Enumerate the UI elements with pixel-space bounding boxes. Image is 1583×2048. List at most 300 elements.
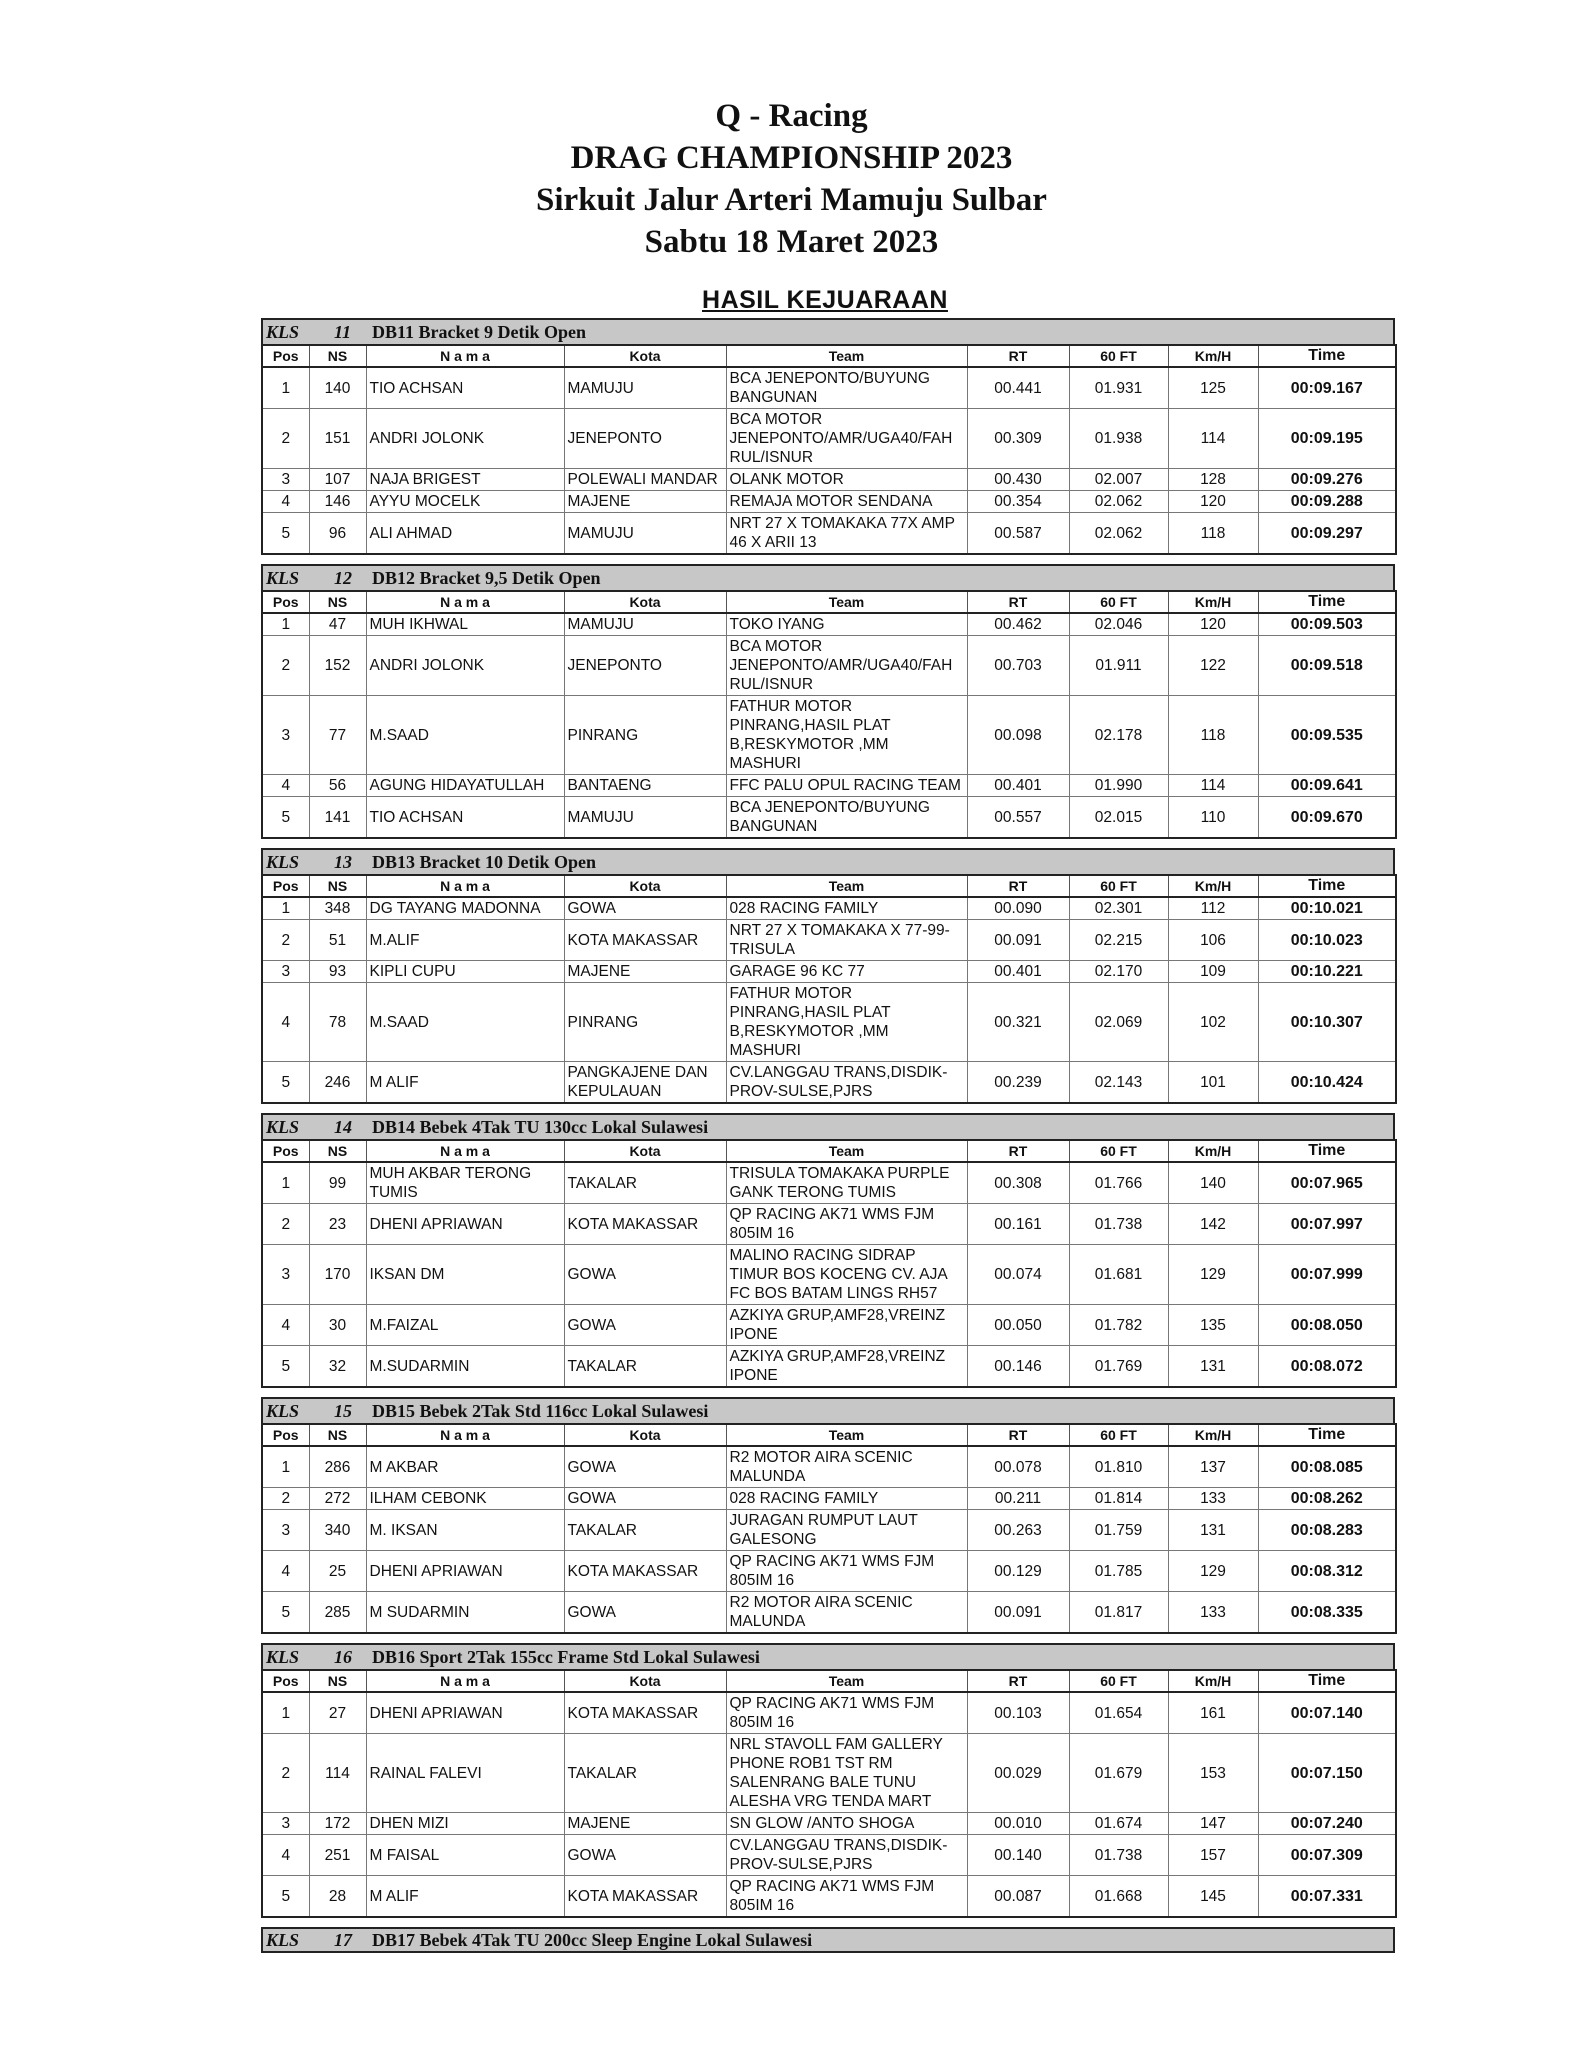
- team-cell: MALINO RACING SIDRAP TIMUR BOS KOCENG CV. AJA FC BOS BATAM LINGS RH57: [726, 1245, 967, 1305]
- ns-cell: 78: [309, 983, 366, 1062]
- time-cell: 00:09.518: [1258, 636, 1396, 696]
- class-label: KLS: [266, 1929, 300, 1950]
- ns-cell: 170: [309, 1245, 366, 1305]
- table-row: [262, 1204, 1396, 1245]
- table-header-row: [262, 345, 1396, 367]
- col-ns-header: NS: [309, 345, 366, 367]
- time-cell: 00:10.307: [1258, 983, 1396, 1062]
- col-60ft-header: 60 FT: [1069, 345, 1168, 367]
- table-row: [262, 1446, 1396, 1488]
- col-ns-header: NS: [309, 1140, 366, 1162]
- col-ns-header: NS: [309, 875, 366, 897]
- class-header-bar: [261, 1927, 1395, 1953]
- col-time-header: Time: [1258, 1140, 1396, 1162]
- rt-cell: 00.401: [967, 961, 1069, 983]
- team-cell: QP RACING AK71 WMS FJM 805IM 16: [726, 1551, 967, 1592]
- rt-cell: 00.211: [967, 1488, 1069, 1510]
- col-pos-header: Pos: [262, 591, 309, 613]
- kmh-cell: 128: [1168, 469, 1258, 491]
- table-row: [262, 897, 1396, 920]
- time-cell: 00:08.085: [1258, 1446, 1396, 1488]
- pos-cell: 4: [262, 775, 309, 797]
- ft60-cell: 01.911: [1069, 636, 1168, 696]
- pos-cell: 1: [262, 1446, 309, 1488]
- col-60ft-header: 60 FT: [1069, 591, 1168, 613]
- col-pos-header: Pos: [262, 345, 309, 367]
- class-header-bar: [261, 848, 1395, 874]
- team-cell: BCA MOTOR JENEPONTO/AMR/UGA40/FAH RUL/ISNUR: [726, 409, 967, 469]
- kota-cell: TAKALAR: [564, 1510, 726, 1551]
- rt-cell: 00.401: [967, 775, 1069, 797]
- pos-cell: 2: [262, 920, 309, 961]
- team-cell: QP RACING AK71 WMS FJM 805IM 16: [726, 1204, 967, 1245]
- team-cell: OLANK MOTOR: [726, 469, 967, 491]
- nama-cell: ILHAM CEBONK: [366, 1488, 564, 1510]
- time-cell: 00:08.283: [1258, 1510, 1396, 1551]
- team-cell: 028 RACING FAMILY: [726, 897, 967, 920]
- time-cell: 00:09.535: [1258, 696, 1396, 775]
- kmh-cell: 125: [1168, 367, 1258, 409]
- rt-cell: 00.087: [967, 1876, 1069, 1918]
- kmh-cell: 137: [1168, 1446, 1258, 1488]
- ft60-cell: 01.681: [1069, 1245, 1168, 1305]
- class-number: 13: [334, 851, 352, 872]
- col-team-header: Team: [726, 875, 967, 897]
- table-row: [262, 469, 1396, 491]
- ft60-cell: 02.046: [1069, 613, 1168, 636]
- kota-cell: KOTA MAKASSAR: [564, 1692, 726, 1734]
- kmh-cell: 133: [1168, 1488, 1258, 1510]
- ft60-cell: 02.069: [1069, 983, 1168, 1062]
- rt-cell: 00.462: [967, 613, 1069, 636]
- kmh-cell: 114: [1168, 409, 1258, 469]
- team-cell: BCA JENEPONTO/BUYUNG BANGUNAN: [726, 367, 967, 409]
- rt-cell: 00.098: [967, 696, 1069, 775]
- pos-cell: 4: [262, 1551, 309, 1592]
- kmh-cell: 145: [1168, 1876, 1258, 1918]
- col-nama-header: N a m a: [366, 875, 564, 897]
- kota-cell: GOWA: [564, 1305, 726, 1346]
- kmh-cell: 101: [1168, 1062, 1258, 1104]
- ns-cell: 27: [309, 1692, 366, 1734]
- team-cell: NRT 27 X TOMAKAKA X 77-99-TRISULA: [726, 920, 967, 961]
- rt-cell: 00.263: [967, 1510, 1069, 1551]
- team-cell: R2 MOTOR AIRA SCENIC MALUNDA: [726, 1446, 967, 1488]
- table-row: [262, 1510, 1396, 1551]
- results-table: [261, 344, 1397, 555]
- kota-cell: GOWA: [564, 1446, 726, 1488]
- ft60-cell: 01.738: [1069, 1204, 1168, 1245]
- nama-cell: M SUDARMIN: [366, 1592, 564, 1634]
- pos-cell: 4: [262, 1835, 309, 1876]
- rt-cell: 00.161: [967, 1204, 1069, 1245]
- ns-cell: 23: [309, 1204, 366, 1245]
- pos-cell: 1: [262, 1692, 309, 1734]
- kmh-cell: 109: [1168, 961, 1258, 983]
- col-nama-header: N a m a: [366, 345, 564, 367]
- nama-cell: TIO ACHSAN: [366, 797, 564, 839]
- ns-cell: 32: [309, 1346, 366, 1388]
- kmh-cell: 110: [1168, 797, 1258, 839]
- ns-cell: 51: [309, 920, 366, 961]
- table-row: [262, 797, 1396, 839]
- col-rt-header: RT: [967, 591, 1069, 613]
- ns-cell: 28: [309, 1876, 366, 1918]
- col-kmh-header: Km/H: [1168, 875, 1258, 897]
- ns-cell: 348: [309, 897, 366, 920]
- kmh-cell: 135: [1168, 1305, 1258, 1346]
- time-cell: 00:08.050: [1258, 1305, 1396, 1346]
- ns-cell: 93: [309, 961, 366, 983]
- nama-cell: RAINAL FALEVI: [366, 1734, 564, 1813]
- ns-cell: 286: [309, 1446, 366, 1488]
- ns-cell: 141: [309, 797, 366, 839]
- nama-cell: IKSAN DM: [366, 1245, 564, 1305]
- pos-cell: 3: [262, 1813, 309, 1835]
- nama-cell: AYYU MOCELK: [366, 491, 564, 513]
- ns-cell: 107: [309, 469, 366, 491]
- col-rt-header: RT: [967, 1424, 1069, 1446]
- rt-cell: 00.354: [967, 491, 1069, 513]
- table-row: [262, 961, 1396, 983]
- class-title: DB12 Bracket 9,5 Detik Open: [372, 567, 601, 588]
- class-title: DB14 Bebek 4Tak TU 130cc Lokal Sulawesi: [372, 1116, 709, 1137]
- time-cell: 00:07.965: [1258, 1162, 1396, 1204]
- col-rt-header: RT: [967, 875, 1069, 897]
- results-table: [261, 1669, 1397, 1918]
- kmh-cell: 120: [1168, 491, 1258, 513]
- time-cell: 00:09.195: [1258, 409, 1396, 469]
- team-cell: NRT 27 X TOMAKAKA 77X AMP 46 X ARII 13: [726, 513, 967, 555]
- rt-cell: 00.239: [967, 1062, 1069, 1104]
- col-ns-header: NS: [309, 1424, 366, 1446]
- col-pos-header: Pos: [262, 1140, 309, 1162]
- ns-cell: 172: [309, 1813, 366, 1835]
- pos-cell: 1: [262, 613, 309, 636]
- table-row: [262, 1488, 1396, 1510]
- ns-cell: 140: [309, 367, 366, 409]
- ft60-cell: 02.143: [1069, 1062, 1168, 1104]
- table-row: [262, 491, 1396, 513]
- results-table: [261, 874, 1397, 1104]
- col-team-header: Team: [726, 1140, 967, 1162]
- results-section: [261, 1927, 1395, 1953]
- table-header-row: [262, 591, 1396, 613]
- rt-cell: 00.321: [967, 983, 1069, 1062]
- class-number: 12: [334, 567, 352, 588]
- ft60-cell: 01.782: [1069, 1305, 1168, 1346]
- table-row: [262, 1305, 1396, 1346]
- kmh-cell: 140: [1168, 1162, 1258, 1204]
- time-cell: 00:07.240: [1258, 1813, 1396, 1835]
- kmh-cell: 122: [1168, 636, 1258, 696]
- nama-cell: M.SUDARMIN: [366, 1346, 564, 1388]
- kota-cell: KOTA MAKASSAR: [564, 920, 726, 961]
- time-cell: 00:09.276: [1258, 469, 1396, 491]
- col-kmh-header: Km/H: [1168, 1670, 1258, 1692]
- table-row: [262, 920, 1396, 961]
- time-cell: 00:07.997: [1258, 1204, 1396, 1245]
- team-cell: TOKO IYANG: [726, 613, 967, 636]
- col-time-header: Time: [1258, 591, 1396, 613]
- col-nama-header: N a m a: [366, 1140, 564, 1162]
- col-60ft-header: 60 FT: [1069, 1140, 1168, 1162]
- ft60-cell: 01.938: [1069, 409, 1168, 469]
- kota-cell: TAKALAR: [564, 1734, 726, 1813]
- team-cell: GARAGE 96 KC 77: [726, 961, 967, 983]
- kota-cell: GOWA: [564, 1592, 726, 1634]
- ns-cell: 340: [309, 1510, 366, 1551]
- table-row: [262, 1835, 1396, 1876]
- table-row: [262, 367, 1396, 409]
- class-label: KLS: [266, 567, 300, 588]
- ns-cell: 47: [309, 613, 366, 636]
- kota-cell: MAJENE: [564, 961, 726, 983]
- time-cell: 00:07.140: [1258, 1692, 1396, 1734]
- ns-cell: 30: [309, 1305, 366, 1346]
- ft60-cell: 01.769: [1069, 1346, 1168, 1388]
- nama-cell: DHENI APRIAWAN: [366, 1692, 564, 1734]
- nama-cell: M ALIF: [366, 1062, 564, 1104]
- time-cell: 00:09.641: [1258, 775, 1396, 797]
- pos-cell: 2: [262, 636, 309, 696]
- results-section: [261, 1397, 1395, 1634]
- ns-cell: 146: [309, 491, 366, 513]
- rt-cell: 00.557: [967, 797, 1069, 839]
- team-cell: QP RACING AK71 WMS FJM 805IM 16: [726, 1876, 967, 1918]
- time-cell: 00:08.072: [1258, 1346, 1396, 1388]
- ft60-cell: 01.766: [1069, 1162, 1168, 1204]
- ft60-cell: 02.170: [1069, 961, 1168, 983]
- kmh-cell: 131: [1168, 1510, 1258, 1551]
- rt-cell: 00.140: [967, 1835, 1069, 1876]
- ft60-cell: 01.810: [1069, 1446, 1168, 1488]
- col-pos-header: Pos: [262, 1670, 309, 1692]
- kmh-cell: 118: [1168, 513, 1258, 555]
- ft60-cell: 02.215: [1069, 920, 1168, 961]
- table-row: [262, 1876, 1396, 1918]
- col-time-header: Time: [1258, 1670, 1396, 1692]
- ft60-cell: 02.015: [1069, 797, 1168, 839]
- table-row: [262, 1346, 1396, 1388]
- results-table: [261, 590, 1397, 839]
- pos-cell: 5: [262, 1062, 309, 1104]
- nama-cell: M.FAIZAL: [366, 1305, 564, 1346]
- class-title: DB11 Bracket 9 Detik Open: [372, 321, 586, 342]
- col-team-header: Team: [726, 1670, 967, 1692]
- ft60-cell: 02.178: [1069, 696, 1168, 775]
- header-line-3: Sirkuit Jalur Arteri Mamuju Sulbar: [536, 182, 1047, 218]
- results-table: [261, 1423, 1397, 1634]
- nama-cell: DHENI APRIAWAN: [366, 1204, 564, 1245]
- ft60-cell: 02.062: [1069, 491, 1168, 513]
- ns-cell: 25: [309, 1551, 366, 1592]
- table-header-row: [262, 1670, 1396, 1692]
- team-cell: FATHUR MOTOR PINRANG,HASIL PLAT B,RESKYMOTOR ,MM MASHURI: [726, 983, 967, 1062]
- ft60-cell: 02.301: [1069, 897, 1168, 920]
- team-cell: AZKIYA GRUP,AMF28,VREINZ IPONE: [726, 1305, 967, 1346]
- col-kota-header: Kota: [564, 1140, 726, 1162]
- time-cell: 00:09.297: [1258, 513, 1396, 555]
- table-row: [262, 409, 1396, 469]
- kota-cell: KOTA MAKASSAR: [564, 1551, 726, 1592]
- rt-cell: 00.078: [967, 1446, 1069, 1488]
- ft60-cell: 01.817: [1069, 1592, 1168, 1634]
- time-cell: 00:08.335: [1258, 1592, 1396, 1634]
- ns-cell: 99: [309, 1162, 366, 1204]
- team-cell: R2 MOTOR AIRA SCENIC MALUNDA: [726, 1592, 967, 1634]
- pos-cell: 5: [262, 1592, 309, 1634]
- results-section: [261, 1113, 1395, 1388]
- kmh-cell: 147: [1168, 1813, 1258, 1835]
- rt-cell: 00.091: [967, 1592, 1069, 1634]
- table-row: [262, 513, 1396, 555]
- time-cell: 00:10.221: [1258, 961, 1396, 983]
- time-cell: 00:07.309: [1258, 1835, 1396, 1876]
- pos-cell: 1: [262, 897, 309, 920]
- rt-cell: 00.029: [967, 1734, 1069, 1813]
- ft60-cell: 01.785: [1069, 1551, 1168, 1592]
- time-cell: 00:07.999: [1258, 1245, 1396, 1305]
- results-container: [261, 318, 1395, 1962]
- ns-cell: 114: [309, 1734, 366, 1813]
- kmh-cell: 120: [1168, 613, 1258, 636]
- col-time-header: Time: [1258, 345, 1396, 367]
- table-row: [262, 696, 1396, 775]
- header-line-1: Q - Racing: [715, 98, 868, 134]
- col-60ft-header: 60 FT: [1069, 875, 1168, 897]
- kmh-cell: 129: [1168, 1551, 1258, 1592]
- rt-cell: 00.146: [967, 1346, 1069, 1388]
- pos-cell: 3: [262, 1245, 309, 1305]
- time-cell: 00:09.288: [1258, 491, 1396, 513]
- pos-cell: 3: [262, 961, 309, 983]
- document-header: [0, 95, 1583, 263]
- nama-cell: KIPLI CUPU: [366, 961, 564, 983]
- class-label: KLS: [266, 321, 300, 342]
- nama-cell: M.SAAD: [366, 983, 564, 1062]
- team-cell: AZKIYA GRUP,AMF28,VREINZ IPONE: [726, 1346, 967, 1388]
- header-line-4: Sabtu 18 Maret 2023: [644, 224, 939, 260]
- nama-cell: DHENI APRIAWAN: [366, 1551, 564, 1592]
- kmh-cell: 112: [1168, 897, 1258, 920]
- kmh-cell: 161: [1168, 1692, 1258, 1734]
- ns-cell: 77: [309, 696, 366, 775]
- pos-cell: 2: [262, 1204, 309, 1245]
- col-nama-header: N a m a: [366, 1424, 564, 1446]
- nama-cell: M AKBAR: [366, 1446, 564, 1488]
- ft60-cell: 01.679: [1069, 1734, 1168, 1813]
- pos-cell: 3: [262, 696, 309, 775]
- ns-cell: 152: [309, 636, 366, 696]
- team-cell: FFC PALU OPUL RACING TEAM: [726, 775, 967, 797]
- kota-cell: MAJENE: [564, 1813, 726, 1835]
- kota-cell: PANGKAJENE DAN KEPULAUAN: [564, 1062, 726, 1104]
- table-row: [262, 1592, 1396, 1634]
- nama-cell: M.ALIF: [366, 920, 564, 961]
- class-number: 17: [334, 1929, 352, 1950]
- col-nama-header: N a m a: [366, 591, 564, 613]
- kmh-cell: 106: [1168, 920, 1258, 961]
- nama-cell: M. IKSAN: [366, 1510, 564, 1551]
- team-cell: CV.LANGGAU TRANS,DISDIK-PROV-SULSE,PJRS: [726, 1835, 967, 1876]
- rt-cell: 00.103: [967, 1692, 1069, 1734]
- col-ns-header: NS: [309, 591, 366, 613]
- ft60-cell: 01.814: [1069, 1488, 1168, 1510]
- col-kota-header: Kota: [564, 875, 726, 897]
- team-cell: REMAJA MOTOR SENDANA: [726, 491, 967, 513]
- ft60-cell: 01.668: [1069, 1876, 1168, 1918]
- kota-cell: GOWA: [564, 1245, 726, 1305]
- ns-cell: 251: [309, 1835, 366, 1876]
- team-cell: TRISULA TOMAKAKA PURPLE GANK TERONG TUMIS: [726, 1162, 967, 1204]
- class-title: DB13 Bracket 10 Detik Open: [372, 851, 596, 872]
- ft60-cell: 02.062: [1069, 513, 1168, 555]
- team-cell: 028 RACING FAMILY: [726, 1488, 967, 1510]
- col-kmh-header: Km/H: [1168, 591, 1258, 613]
- class-label: KLS: [266, 851, 300, 872]
- kota-cell: MAMUJU: [564, 513, 726, 555]
- pos-cell: 4: [262, 1305, 309, 1346]
- kota-cell: JENEPONTO: [564, 636, 726, 696]
- col-rt-header: RT: [967, 345, 1069, 367]
- rt-cell: 00.308: [967, 1162, 1069, 1204]
- table-header-row: [262, 875, 1396, 897]
- time-cell: 00:08.262: [1258, 1488, 1396, 1510]
- ft60-cell: 02.007: [1069, 469, 1168, 491]
- kota-cell: TAKALAR: [564, 1346, 726, 1388]
- time-cell: 00:07.331: [1258, 1876, 1396, 1918]
- time-cell: 00:09.503: [1258, 613, 1396, 636]
- kota-cell: MAJENE: [564, 491, 726, 513]
- col-rt-header: RT: [967, 1670, 1069, 1692]
- team-cell: SN GLOW /ANTO SHOGA: [726, 1813, 967, 1835]
- kota-cell: PINRANG: [564, 696, 726, 775]
- time-cell: 00:09.167: [1258, 367, 1396, 409]
- results-section: [261, 318, 1395, 555]
- kota-cell: TAKALAR: [564, 1162, 726, 1204]
- pos-cell: 2: [262, 1734, 309, 1813]
- col-team-header: Team: [726, 1424, 967, 1446]
- col-ns-header: NS: [309, 1670, 366, 1692]
- kota-cell: BANTAENG: [564, 775, 726, 797]
- col-rt-header: RT: [967, 1140, 1069, 1162]
- col-kmh-header: Km/H: [1168, 1424, 1258, 1446]
- table-row: [262, 1162, 1396, 1204]
- table-row: [262, 983, 1396, 1062]
- time-cell: 00:07.150: [1258, 1734, 1396, 1813]
- kota-cell: GOWA: [564, 1835, 726, 1876]
- nama-cell: ANDRI JOLONK: [366, 409, 564, 469]
- ft60-cell: 01.759: [1069, 1510, 1168, 1551]
- col-team-header: Team: [726, 591, 967, 613]
- rt-cell: 00.587: [967, 513, 1069, 555]
- team-cell: NRL STAVOLL FAM GALLERY PHONE ROB1 TST RM SALENRANG BALE TUNU ALESHA VRG TENDA MART: [726, 1734, 967, 1813]
- table-header-row: [262, 1424, 1396, 1446]
- nama-cell: ANDRI JOLONK: [366, 636, 564, 696]
- col-kota-header: Kota: [564, 1424, 726, 1446]
- time-cell: 00:10.424: [1258, 1062, 1396, 1104]
- nama-cell: MUH IKHWAL: [366, 613, 564, 636]
- col-kmh-header: Km/H: [1168, 1140, 1258, 1162]
- time-cell: 00:08.312: [1258, 1551, 1396, 1592]
- col-60ft-header: 60 FT: [1069, 1670, 1168, 1692]
- results-section: [261, 1643, 1395, 1918]
- nama-cell: MUH AKBAR TERONG TUMIS: [366, 1162, 564, 1204]
- nama-cell: DHEN MIZI: [366, 1813, 564, 1835]
- table-row: [262, 1734, 1396, 1813]
- class-number: 15: [334, 1400, 352, 1421]
